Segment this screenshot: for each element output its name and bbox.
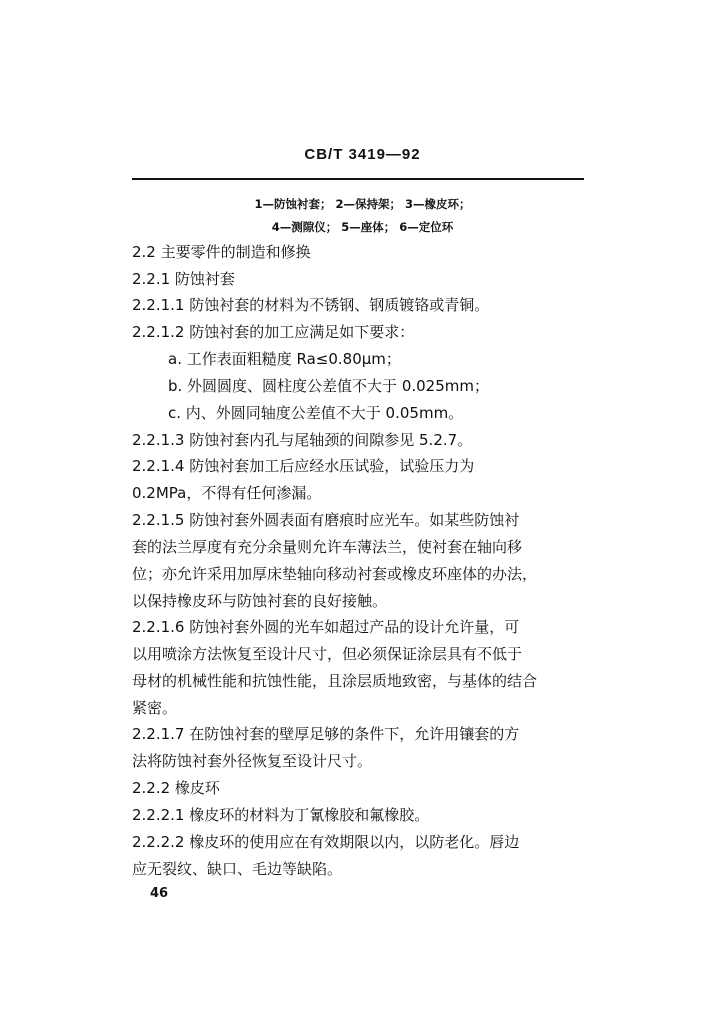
clause-text: 2.2.2.1 橡皮环的材料为丁氰橡胶和氟橡胶。 [132,806,430,824]
clause-text: 2.2.2.2 橡皮环的使用应在有效期限以内，以防老化。唇边 [132,833,520,851]
header-rule [132,178,584,180]
list-item: c. 内、外圆同轴度公差值不大于 0.05mm。 [168,404,464,422]
document-header: CB/T 3419—92 [304,146,421,163]
clause-text: 2.2.1.2 防蚀衬套的加工应满足如下要求： [132,323,415,341]
clause-text: 以保持橡皮环与防蚀衬套的良好接触。 [132,592,388,610]
clause-text: 法将防蚀衬套外径恢复至设计尺寸。 [132,752,373,770]
clause-text: 2.2.1.3 防蚀衬套内孔与尾轴颈的间隙参见 5.2.7。 [132,431,473,449]
clause-text: 紧密。 [132,699,178,717]
section-heading: 2.2 主要零件的制造和修换 [132,243,311,261]
clause-text: 母材的机械性能和抗蚀性能，且涂层质地致密，与基体的结合 [132,672,538,690]
clause-text: 以用喷涂方法恢复至设计尺寸，但必须保证涂层具有不低于 [132,645,523,663]
clause-text: 套的法兰厚度有充分余量则允许车薄法兰，使衬套在轴向移 [132,538,523,556]
page-number: 46 [150,886,169,901]
clause-text: 2.2.1.1 防蚀衬套的材料为不锈钢、钢质镀铬或青铜。 [132,296,490,314]
list-item: b. 外圆圆度、圆柱度公差值不大于 0.025mm； [168,377,489,395]
clause-text: 2.2.1.7 在防蚀衬套的壁厚足够的条件下，允许用镶套的方 [132,725,520,743]
subsection-heading: 2.2.1 防蚀衬套 [132,270,235,288]
list-item: a. 工作表面粗糙度 Ra≤0.80μm； [168,350,401,368]
clause-text: 2.2.1.4 防蚀衬套加工后应经水压试验，试验压力为 [132,457,475,475]
clause-text: 2.2.1.5 防蚀衬套外圆表面有磨痕时应光车。如某些防蚀衬 [132,511,520,529]
subsection-heading: 2.2.2 橡皮环 [132,779,220,797]
clause-text: 位；亦允许采用加厚床垫轴向移动衬套或橡皮环座体的办法， [132,565,538,583]
clause-text: 0.2MPa，不得有任何渗漏。 [132,484,322,502]
clause-text: 2.2.1.6 防蚀衬套外圆的光车如超过产品的设计允许量，可 [132,618,520,636]
clause-text: 应无裂纹、缺口、毛边等缺陷。 [132,860,343,878]
figure-caption-line: 4—测隙仪； 5—座体； 6—定位环 [271,220,454,234]
figure-caption-line: 1—防蚀衬套； 2—保持架； 3—橡皮环； [254,197,471,211]
